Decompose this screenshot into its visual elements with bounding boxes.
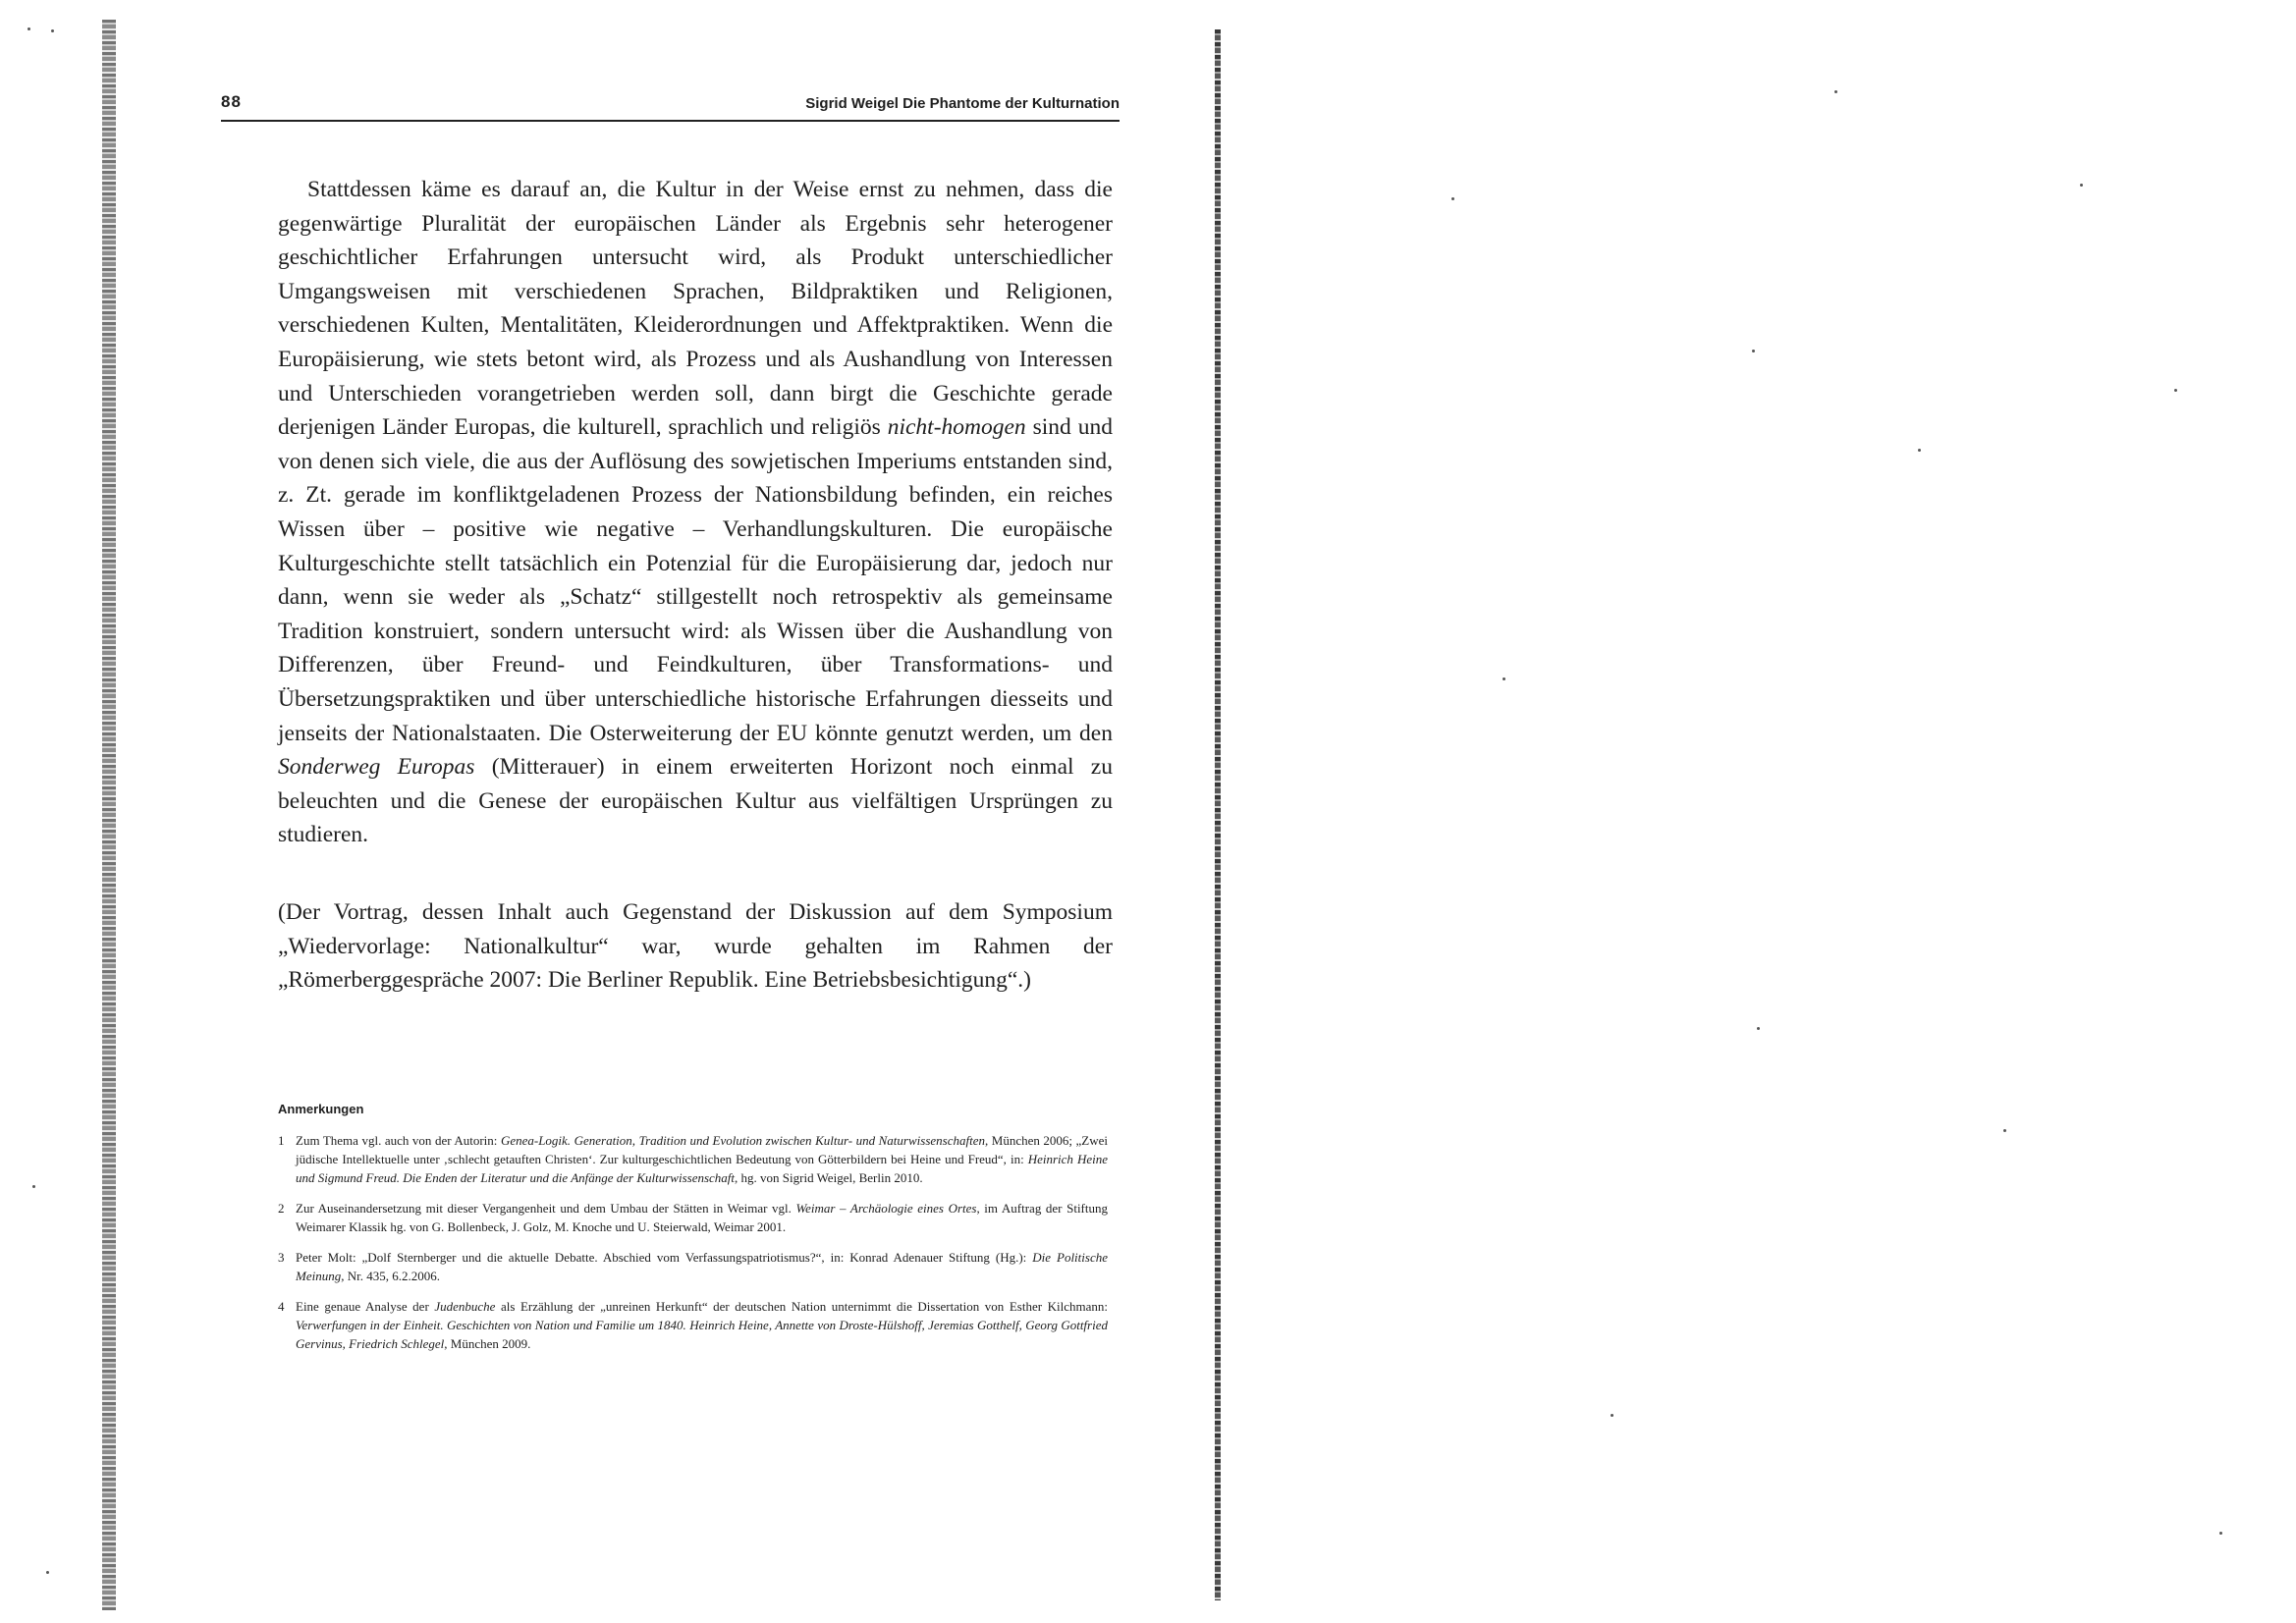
footnote-text: , im Auftrag der Stiftung Weimarer Klassik hg. von G. Bollenbeck, J. Golz, M. Knoche und U. Steierwald, Weimar 2001. bbox=[296, 1201, 1108, 1234]
footnote bbox=[278, 1199, 1108, 1236]
scan-speck bbox=[51, 29, 54, 32]
left-binding-edge bbox=[102, 20, 116, 1610]
page-number: 88 bbox=[221, 92, 242, 111]
closing-note: (Der Vortrag, dessen Inhalt auch Gegenstand der Diskussion auf dem Symposium „Wiedervorlage: Nationalkultur“ war, wurde gehalten im Rahmen der „Römerberggespräche 2007: Die Berliner Republik. Eine Betriebsbesichtigung“.) bbox=[278, 899, 1113, 994]
footnote-number: 1 bbox=[278, 1133, 285, 1148]
footnote-italic: Judenbuche bbox=[434, 1299, 496, 1314]
footnote-number: 2 bbox=[278, 1201, 285, 1216]
footnote-text: , München 2009. bbox=[444, 1336, 531, 1351]
header-rule bbox=[221, 120, 1120, 122]
footnote-text: Eine genaue Analyse der bbox=[296, 1299, 435, 1314]
footnote bbox=[278, 1297, 1108, 1353]
body-text-run: (Mitterauer) in einem erweiterten Horizont noch einmal zu beleuchten und die Genese der europäischen Kultur aus vielfältigen Ursprüngen zu studieren. bbox=[278, 754, 1113, 848]
body-text-run: sind und von denen sich viele, die aus der Auflösung des sowjetischen Imperiums entstanden sind, z. Zt. gerade im konfliktgeladenen Prozess der Nationsbildung befinden, ein reiches Wissen über – positive wie negative – Verhandlungskulturen. Die europäische Kulturgeschichte stellt tatsächlich ein Potenzial für die Europäisierung dar, jedoch nur dann, wenn sie weder als „Schatz“ stillgestellt noch retrospektiv als gemeinsame Tradition konstruiert, sondern untersucht wird: als Wissen über die Aushandlung von Differenzen, über Freund- und Feindkulturen, über Transformations- und Übersetzungspraktiken und über unterschiedliche historische Erfahrungen diesseits und jenseits der Nationalstaaten. Die Osterweiterung der EU könnte genutzt werden, um den bbox=[278, 414, 1113, 746]
footnote-italic: Heinrich Heine und Sigmund Freud. Die Enden der Literatur und die Anfänge der Kulturwissenschaft bbox=[296, 1152, 1108, 1185]
body-text bbox=[278, 173, 1113, 852]
notes-heading: Anmerkungen bbox=[278, 1102, 364, 1116]
footnote-italic: Verwerfungen in der Einheit. Geschichten von Nation und Familie um 1840. Heinrich Heine, Annette von Droste-Hülshoff, Jeremias Gotthelf, Georg Gottfried Gervinus, Friedrich Schlegel bbox=[296, 1318, 1108, 1351]
footnote bbox=[278, 1248, 1108, 1285]
scan-speck bbox=[46, 1571, 49, 1574]
book-gutter bbox=[1215, 29, 1221, 1600]
footnote-italic: Weimar – Archäologie eines Ortes bbox=[795, 1201, 977, 1216]
footnote-number: 4 bbox=[278, 1299, 285, 1314]
footnote-italic: Genea-Logik. Generation, Tradition und Evolution zwischen Kultur- und Naturwissenschaften bbox=[500, 1133, 985, 1148]
footnote-number: 3 bbox=[278, 1250, 285, 1265]
footnote-text: , hg. von Sigrid Weigel, Berlin 2010. bbox=[735, 1170, 923, 1185]
body-italic-run: Sonderweg Europas bbox=[278, 754, 475, 781]
scan-speck bbox=[32, 1185, 35, 1188]
footnote-text: , München 2006; „Zwei jüdische Intellektuelle unter ‚schlecht getauften Christen‘. Zur kulturgeschichtlichen Bedeutung von Götterbildern bei Heine und Freud“, in: bbox=[296, 1133, 1109, 1166]
footnotes-list bbox=[278, 1131, 1108, 1365]
body-italic-run: nicht-homogen bbox=[887, 414, 1026, 441]
scan-speck bbox=[27, 27, 30, 30]
footnote-text: Zur Auseinandersetzung mit dieser Vergangenheit und dem Umbau der Stätten in Weimar vgl. bbox=[296, 1201, 796, 1216]
body-text-run: Stattdessen käme es darauf an, die Kultur in der Weise ernst zu nehmen, dass die gegenwärtige Pluralität der europäischen Länder als Ergebnis sehr heterogener geschichtlicher Erfahrungen untersucht wird, als Produkt unterschiedlicher Umgangsweisen mit verschiedenen Sprachen, Bildpraktiken und Religionen, verschiedenen Kulten, Mentalitäten, Kleiderordnungen und Affektpraktiken. Wenn die Europäisierung, wie stets betont wird, als Prozess und als Aushandlung von Interessen und Unterschieden vorangetrieben werden soll, dann birgt die Geschichte gerade derjenigen Länder Europas, die kulturell, sprachlich und religiös bbox=[278, 177, 1113, 441]
footnote-text: als Erzählung der „unreinen Herkunft“ der deutschen Nation unternimmt die Dissertation von Esther Kilchmann: bbox=[495, 1299, 1108, 1314]
footnote-italic: Die Politische Meinung bbox=[296, 1250, 1108, 1283]
footnote-text: Zum Thema vgl. auch von der Autorin: bbox=[296, 1133, 501, 1148]
running-head-title: Sigrid Weigel Die Phantome der Kulturnation bbox=[805, 95, 1120, 112]
right-page-blank bbox=[1228, 0, 2296, 1623]
footnote-text: Peter Molt: „Dolf Sternberger und die aktuelle Debatte. Abschied vom Verfassungspatriotismus?“, in: Konrad Adenauer Stiftung (Hg.): bbox=[296, 1250, 1033, 1265]
running-head bbox=[221, 79, 1120, 118]
footnote bbox=[278, 1131, 1108, 1187]
footnote-text: , Nr. 435, 6.2.2006. bbox=[341, 1269, 440, 1283]
body-paragraph bbox=[278, 173, 1113, 852]
